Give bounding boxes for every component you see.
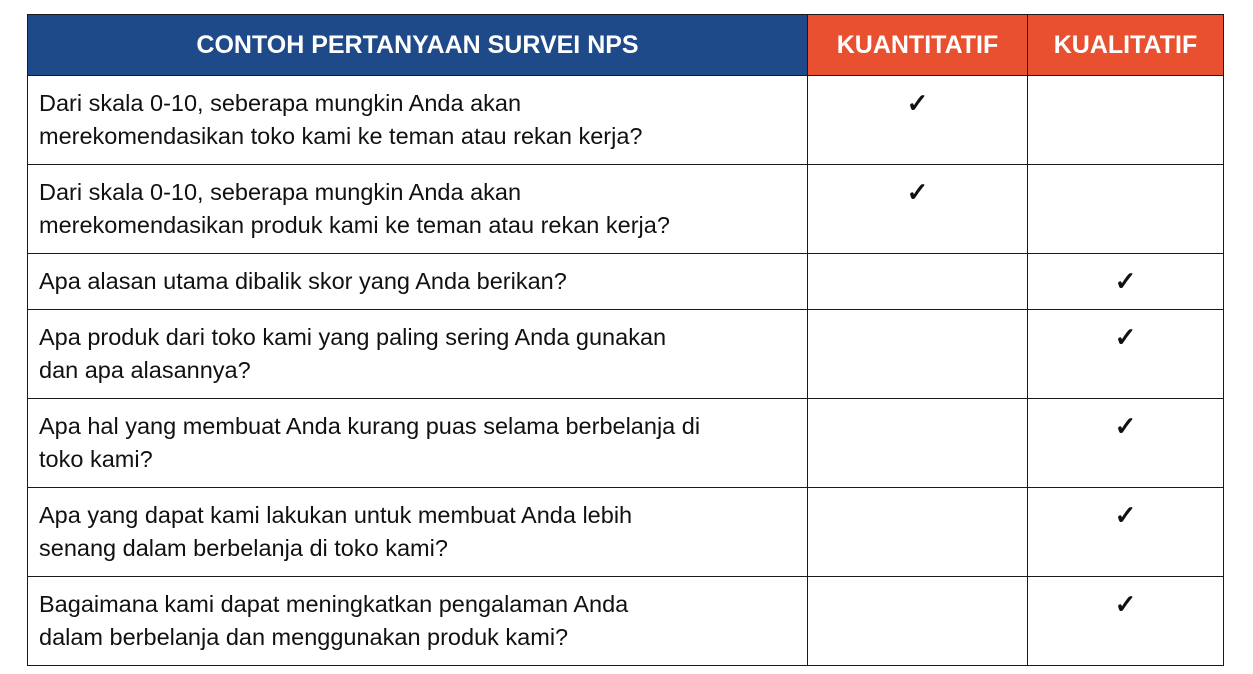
quantitative-check-cell	[808, 310, 1028, 399]
quantitative-check-cell	[808, 399, 1028, 488]
quantitative-check-cell	[808, 165, 1028, 254]
qualitative-check-cell	[1028, 577, 1224, 666]
nps-survey-table	[27, 14, 1224, 666]
qualitative-check-cell	[1028, 165, 1224, 254]
qualitative-check-cell	[1028, 488, 1224, 577]
qualitative-check-cell	[1028, 76, 1224, 165]
question-cell: Dari skala 0-10, seberapa mungkin Anda akan merekomendasikan toko kami ke teman atau rekan kerja?	[28, 76, 808, 165]
qualitative-check-cell	[1028, 310, 1224, 399]
checkmark-icon: ✓	[1114, 266, 1137, 296]
quantitative-check-cell	[808, 76, 1028, 165]
checkmark-icon: ✓	[1114, 500, 1137, 530]
checkmark-icon: ✓	[1114, 411, 1137, 441]
quantitative-check-cell	[808, 488, 1028, 577]
header-question: CONTOH PERTANYAAN SURVEI NPS	[28, 15, 808, 76]
header-row	[28, 15, 1224, 76]
checkmark-icon: ✓	[906, 88, 929, 118]
table-row	[28, 488, 1224, 577]
table-row	[28, 310, 1224, 399]
question-cell: Apa yang dapat kami lakukan untuk membuat Anda lebih senang dalam berbelanja di toko kami?	[28, 488, 808, 577]
question-cell: Apa hal yang membuat Anda kurang puas selama berbelanja di toko kami?	[28, 399, 808, 488]
qualitative-check-cell	[1028, 399, 1224, 488]
header-quantitative: KUANTITATIF	[808, 15, 1028, 76]
table-row	[28, 254, 1224, 310]
table-row	[28, 165, 1224, 254]
question-cell: Apa alasan utama dibalik skor yang Anda berikan?	[28, 254, 808, 310]
quantitative-check-cell	[808, 254, 1028, 310]
header-qualitative: KUALITATIF	[1028, 15, 1224, 76]
table-row	[28, 76, 1224, 165]
question-cell: Bagaimana kami dapat meningkatkan pengalaman Anda dalam berbelanja dan menggunakan produk kami?	[28, 577, 808, 666]
question-cell: Apa produk dari toko kami yang paling sering Anda gunakan dan apa alasannya?	[28, 310, 808, 399]
table-row	[28, 577, 1224, 666]
question-cell: Dari skala 0-10, seberapa mungkin Anda akan merekomendasikan produk kami ke teman atau rekan kerja?	[28, 165, 808, 254]
quantitative-check-cell	[808, 577, 1028, 666]
checkmark-icon: ✓	[906, 177, 929, 207]
table-row	[28, 399, 1224, 488]
checkmark-icon: ✓	[1114, 322, 1137, 352]
checkmark-icon: ✓	[1114, 589, 1137, 619]
qualitative-check-cell	[1028, 254, 1224, 310]
